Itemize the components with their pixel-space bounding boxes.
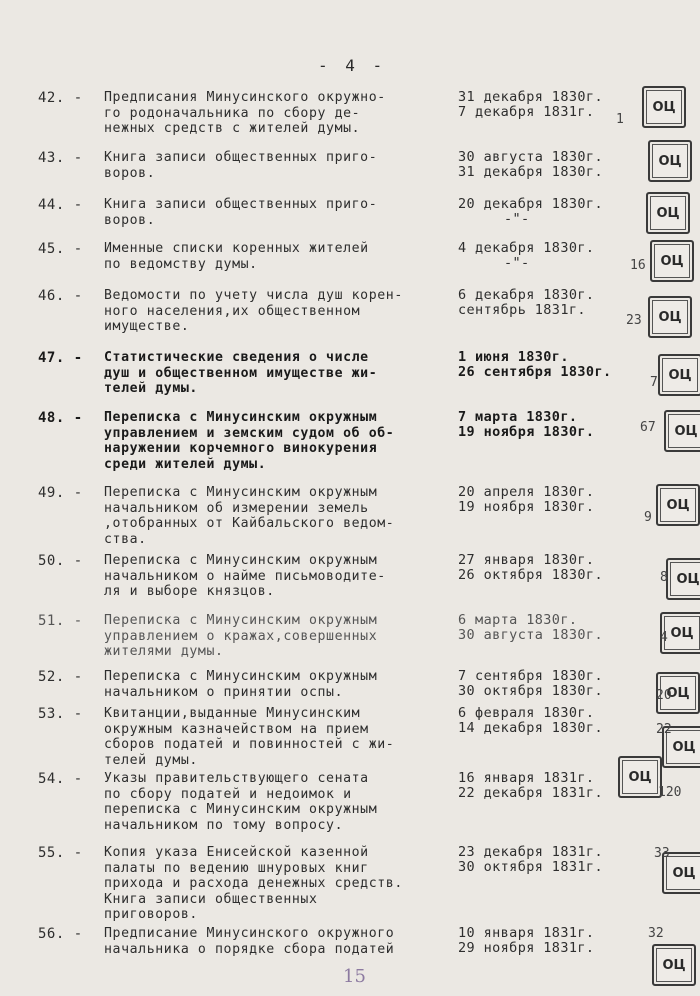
entry-dates [458,90,603,119]
entry-number: 56. - [38,926,83,942]
entry-number: 51. - [38,613,83,629]
entry-dates [458,706,603,735]
entry-end-date: 31 декабря 1830г. [458,163,603,180]
entry-start-date: 16 января 1831г. [458,770,595,786]
page-number: - 4 - [318,56,387,75]
entry-start-date: 4 декабря 1830г. [458,240,595,256]
oc-stamp: ОЦ [642,86,686,128]
entry-end-date: 19 ноября 1830г. [458,498,595,515]
oc-stamp: ОЦ [666,558,700,600]
oc-stamp: ОЦ [652,944,696,986]
entry-number: 47. - [38,350,83,366]
entry-dates [458,771,603,800]
entry-number: 42. - [38,90,83,106]
entry-number: 44. - [38,197,83,213]
entry-title-line: ля и выборе князцов. [104,584,275,599]
entry-dates [458,845,603,874]
entry-dates [458,553,603,582]
entry-dates [458,410,594,439]
entry-dates [458,197,603,226]
entry-end-date: 30 октября 1831г. [458,858,603,875]
entry-end-date: 29 ноября 1831г. [458,939,595,956]
pencil-page-note: 15 [343,966,366,987]
entry-title [104,288,454,335]
entry-number: 43. - [38,150,83,166]
entry-dates [458,288,594,317]
entry-title-line: Указы правительствующего сената [104,771,369,786]
entry-title [104,241,454,272]
entry-start-date: 27 января 1830г. [458,552,595,568]
entry-end-date: 30 августа 1830г. [458,626,603,643]
entry-title-line: управлением о кражах,совершенных [104,628,378,644]
entry-title [104,926,454,957]
entry-end-date: -"- [504,254,530,271]
entry-end-date: 7 декабря 1831г. [458,103,595,120]
entry-title-line: Квитанции,выданные Минусинским [104,706,361,721]
entry-title [104,90,454,137]
entry-title [104,410,454,472]
entry-title-line: прихода и расхода денежных средств. [104,876,403,891]
entry-end-date: 26 сентября 1830г. [458,363,612,380]
entry-start-date: 6 февраля 1830г. [458,705,595,721]
entry-title-line: управлением и земским судом об об- [104,425,395,441]
margin-sheet-count: 20 [656,688,672,703]
entry-end-date: 19 ноября 1830г. [458,423,595,440]
entry-title-line: приговоров. [104,907,198,922]
entry-title-line: наружении корчемного винокурения [104,441,378,456]
entry-start-date: 31 декабря 1830г. [458,89,603,105]
entry-end-date: -"- [504,210,530,227]
entry-number: 45. - [38,241,83,257]
entry-number: 50. - [38,553,83,569]
entry-end-date: сентябрь 1831г. [458,301,586,318]
entry-dates [458,150,603,179]
entry-title-line: по ведомству думы. [104,256,258,272]
entry-title-line: по сбору податей и недоимок и [104,786,352,802]
entry-start-date: 23 декабря 1831г. [458,844,603,860]
entry-end-date: 22 декабря 1831г. [458,784,603,801]
entry-start-date: 30 августа 1830г. [458,149,603,165]
entry-title-line: ,отобранных от Кайбальского ведом- [104,516,395,531]
entry-number: 48. - [38,410,83,426]
oc-stamp: ОЦ [658,354,700,396]
entry-title [104,350,454,397]
entry-start-date: 10 января 1831г. [458,925,595,941]
entry-start-date: 20 декабря 1830г. [458,196,603,212]
entry-number: 54. - [38,771,83,787]
entry-title-line: палаты по ведению шнуровых книг [104,860,369,876]
entry-dates [458,241,594,270]
entry-end-date: 26 октября 1830г. [458,566,603,583]
entry-start-date: 7 сентября 1830г. [458,668,603,684]
oc-stamp: ОЦ [662,852,700,894]
margin-sheet-count: 32 [648,926,664,941]
margin-sheet-count: 22 [656,722,672,737]
entry-dates [458,350,612,379]
entry-title [104,669,454,700]
entry-title-line: Именные списки коренных жителей [104,241,369,256]
entry-title-line: го родоначальника по сбору де- [104,105,361,121]
entry-dates [458,669,603,698]
entry-title [104,485,454,547]
entry-title-line: Предписания Минусинского окружно- [104,90,386,105]
entry-dates [458,485,594,514]
entry-title-line: переписка с Минусинским окружным [104,802,378,817]
margin-sheet-count: 9 [644,510,652,525]
entry-title-line: начальником об измерении земель [104,500,369,516]
entry-number: 52. - [38,669,83,685]
oc-stamp: ОЦ [648,296,692,338]
entry-end-date: 14 декабря 1830г. [458,719,603,736]
margin-sheet-count: 7 [650,375,658,390]
margin-sheet-count: 4 [660,630,668,645]
entry-title-line: начальником о найме письмоводите- [104,568,386,584]
margin-sheet-count: 16 [630,258,646,273]
entry-number: 46. - [38,288,83,304]
oc-stamp: ОЦ [618,756,662,798]
entry-end-date: 30 октября 1830г. [458,682,603,699]
entry-title-line: Ведомости по учету числа душ корен- [104,288,403,303]
oc-stamp: ОЦ [656,484,700,526]
entry-start-date: 1 июня 1830г. [458,349,569,365]
entry-title-line: Книга записи общественных приго- [104,197,378,212]
entry-title-line: жителями думы. [104,644,224,659]
entry-number: 53. - [38,706,83,722]
entry-start-date: 7 марта 1830г. [458,409,578,425]
entry-title-line: нежных средств с жителей думы. [104,121,361,136]
oc-stamp: ОЦ [662,726,700,768]
margin-sheet-count: 33 [654,846,670,861]
entry-title-line: окружным казначейством на прием [104,721,369,737]
entry-start-date: 6 декабря 1830г. [458,287,595,303]
entry-title-line: телей думы. [104,381,198,396]
oc-stamp: ОЦ [646,192,690,234]
oc-stamp: ОЦ [664,410,700,452]
entry-title-line: имуществе. [104,319,190,334]
entry-start-date: 6 марта 1830г. [458,612,578,628]
entry-title-line: Переписка с Минусинским окружным [104,485,378,500]
entry-title-line: Переписка с Минусинским окружным [104,410,378,425]
entry-title [104,845,454,923]
oc-stamp: ОЦ [656,672,700,714]
entry-title-line: Переписка с Минусинским окружным [104,669,378,684]
entry-title-line: телей думы. [104,752,198,768]
entry-title-line: Статистические сведения о числе [104,350,369,365]
entry-title-line: начальником о принятии оспы. [104,684,344,700]
entry-title [104,150,454,181]
entry-dates [458,926,594,955]
entry-title-line: начальником по тому вопросу. [104,817,344,833]
entry-title-line: Копия указа Енисейской казенной [104,845,369,860]
entry-title-line: Переписка с Минусинским окружным [104,613,378,628]
entry-title [104,613,454,660]
entry-title-line: ного населения,их общественном [104,303,361,319]
oc-stamp: ОЦ [660,612,700,654]
margin-sheet-count: 8 [660,570,668,585]
entry-title [104,706,454,768]
margin-sheet-count: 67 [640,420,656,435]
entry-title-line: Предписание Минусинского окружного [104,926,395,941]
entry-title-line: воров. [104,212,156,228]
entry-title-line: сборов податей и повинностей с жи- [104,737,395,752]
entry-title-line: душ и общественном имуществе жи- [104,365,378,381]
entry-title-line: среди жителей думы. [104,456,267,472]
entry-title [104,197,454,228]
entry-start-date: 20 апреля 1830г. [458,484,595,500]
margin-sheet-count: 23 [626,313,642,328]
margin-sheet-count: 1 [616,112,624,127]
oc-stamp: ОЦ [650,240,694,282]
entry-title-line: воров. [104,165,156,181]
entry-dates [458,613,603,642]
entry-title-line: Переписка с Минусинским окружным [104,553,378,568]
margin-sheet-count: 120 [658,785,682,800]
entry-title-line: Книга записи общественных приго- [104,150,378,165]
entry-title [104,771,454,833]
entry-title-line: Книга записи общественных [104,891,318,907]
entry-title-line: ства. [104,531,147,547]
entry-number: 49. - [38,485,83,501]
entry-title [104,553,454,600]
entry-number: 55. - [38,845,83,861]
oc-stamp: ОЦ [648,140,692,182]
entry-title-line: начальника о порядке сбора податей [104,941,395,957]
